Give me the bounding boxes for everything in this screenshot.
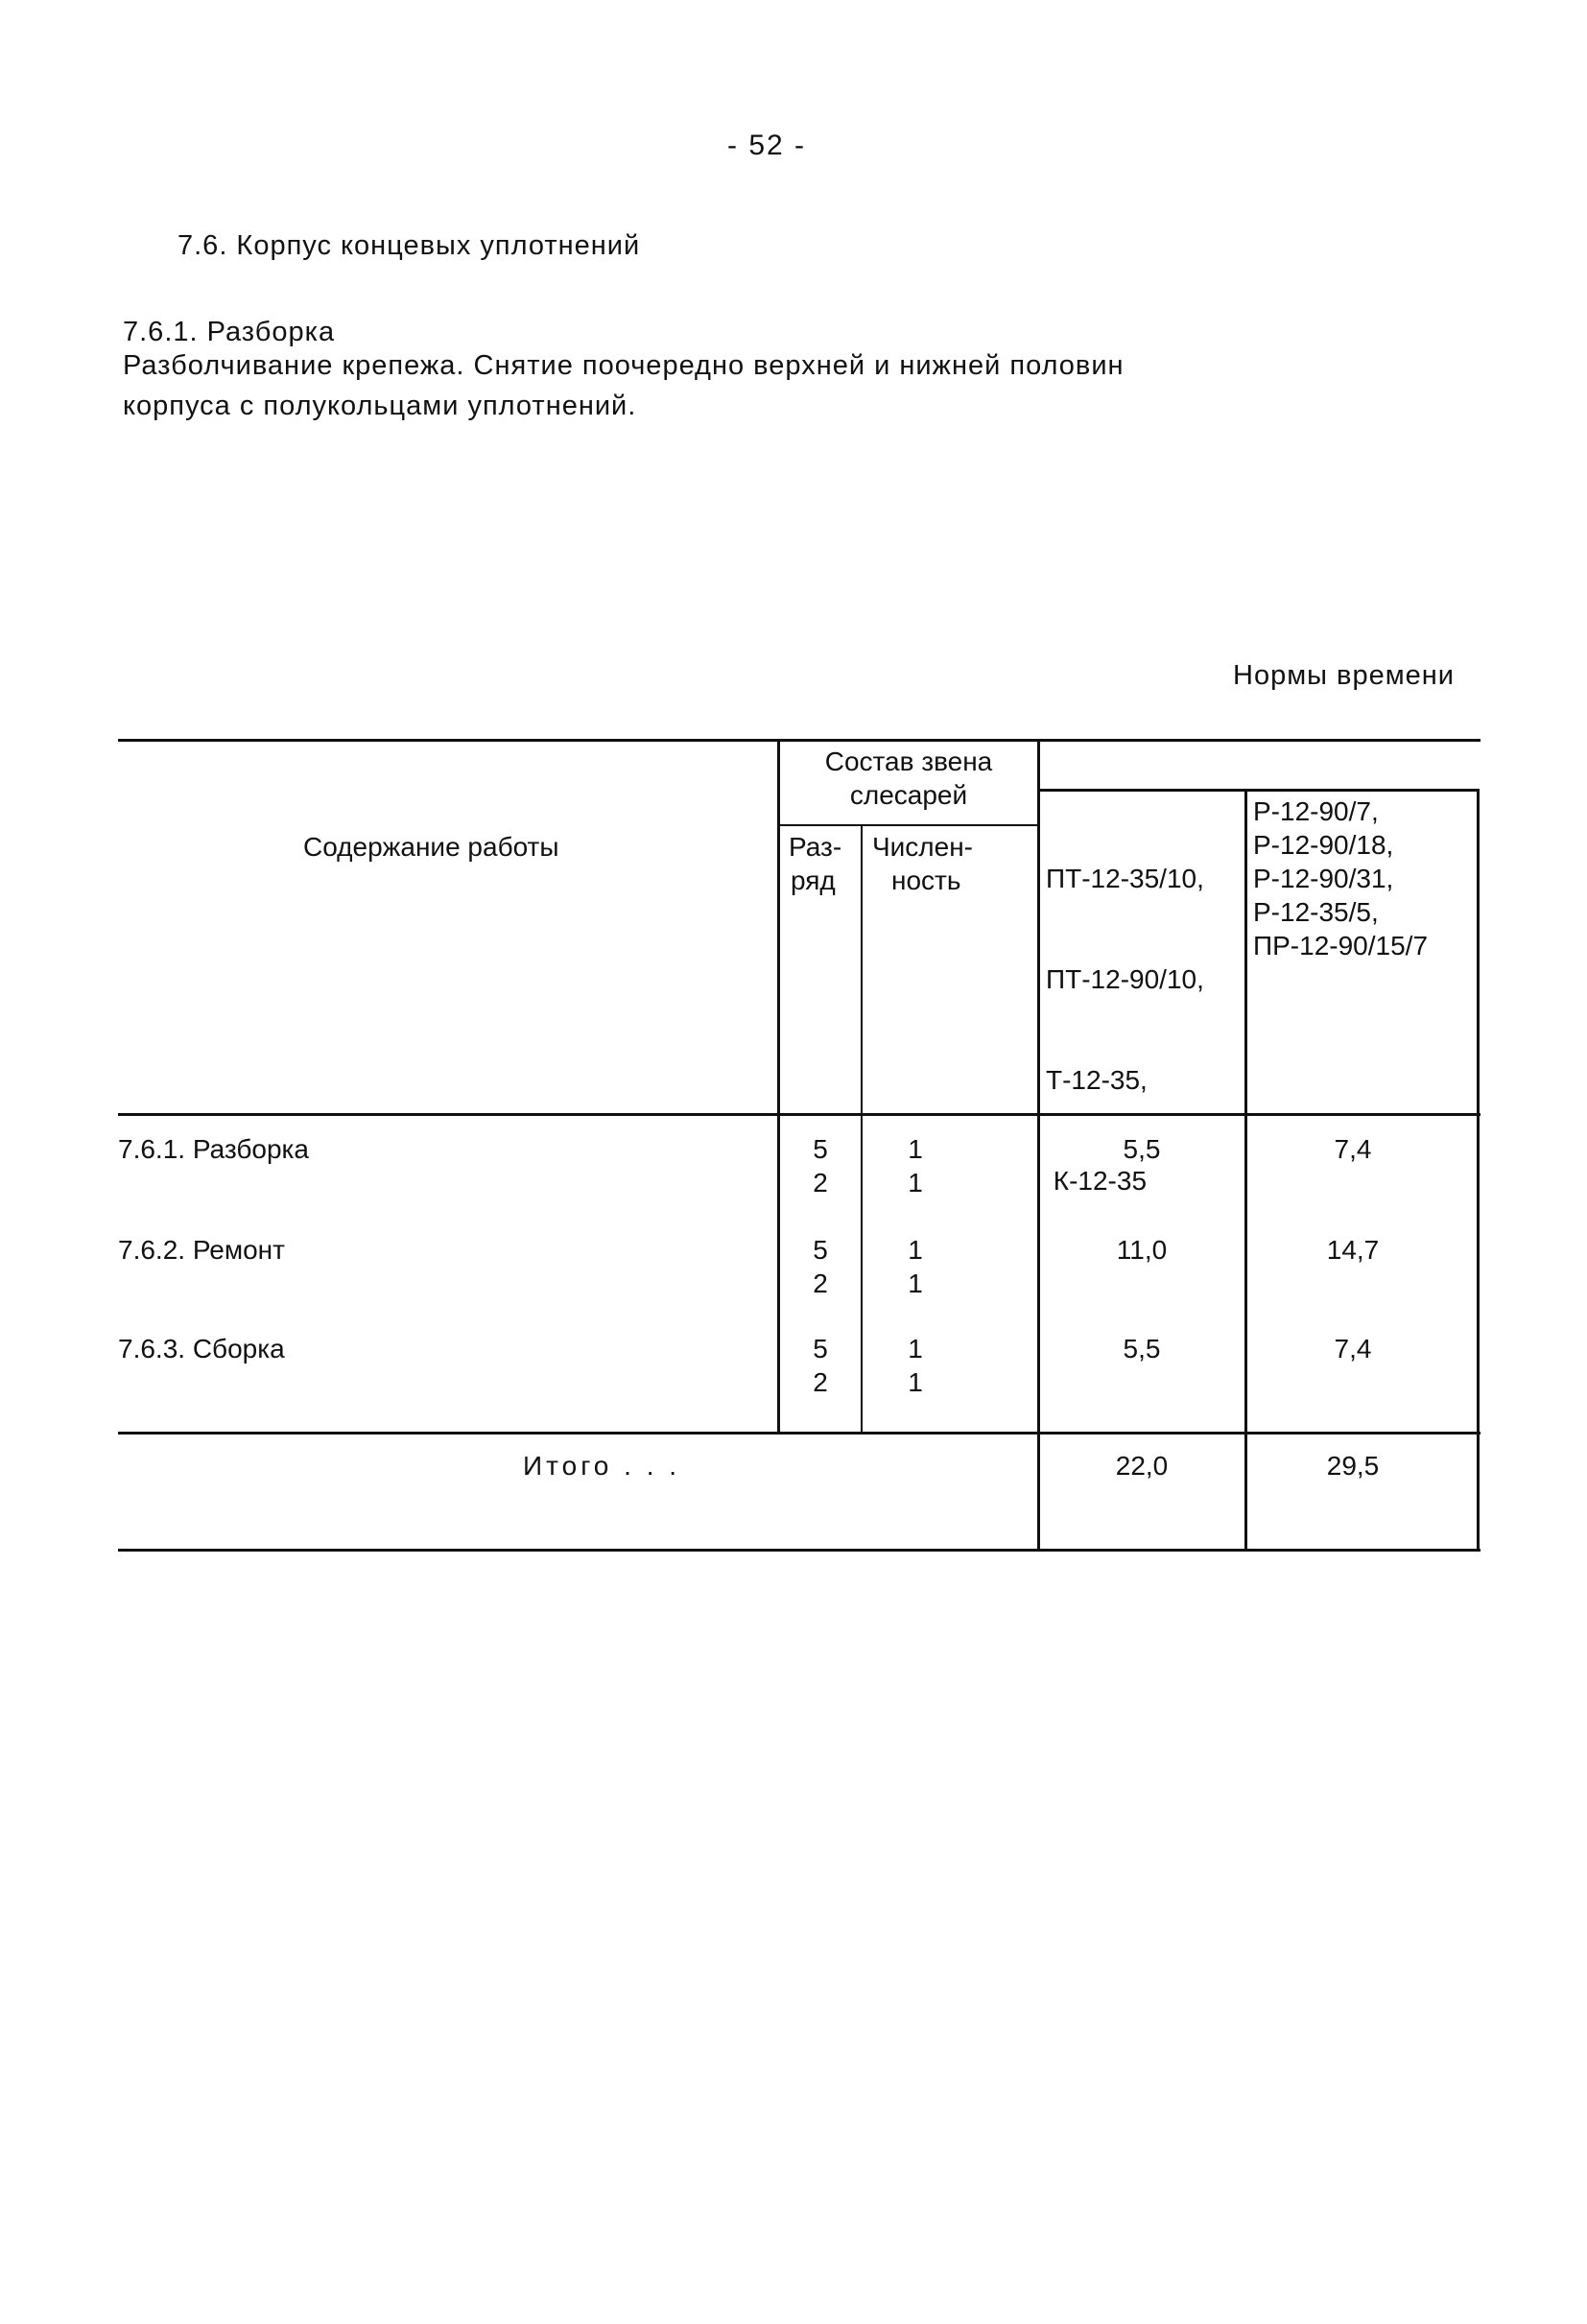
description-line: корпуса с полукольцами уплотнений.: [123, 391, 637, 421]
table-row-counts: 1 1: [908, 1334, 923, 1397]
table-top-border: [118, 739, 1480, 742]
table-row-counts: 1 1: [908, 1134, 923, 1198]
group-header-line: [1038, 789, 1480, 792]
norms-label: Нормы времени: [1233, 660, 1455, 691]
crew-left-divider: [777, 739, 780, 1434]
header-crew: Состав звена слесарей: [824, 747, 993, 810]
subsection-title: 7.6.1. Разборка: [123, 317, 336, 347]
total-group1: 22,0: [1115, 1451, 1169, 1481]
table-row-group1: 11,0: [1116, 1235, 1168, 1265]
description-line: Разболчивание крепежа. Снятие поочередно верхней и нижней половин: [123, 350, 1125, 381]
table-row-grades: 5 2: [813, 1334, 828, 1397]
header-group2: Р-12-90/7, Р-12-90/18, Р-12-90/31, Р-12-35/5, ПР-12-90/15/7: [1253, 796, 1429, 960]
table-bottom-border: [118, 1549, 1480, 1552]
total-label: Итого . . .: [523, 1451, 681, 1481]
page-number: - 52 -: [727, 130, 807, 161]
crew-header-line: [777, 824, 1039, 826]
table-row-name: 7.6.1. Разборка: [118, 1134, 309, 1164]
table-row-counts: 1 1: [908, 1235, 923, 1298]
table-right-border: [1477, 789, 1480, 1552]
table-row-group1: 5,5: [1123, 1334, 1161, 1364]
table-row-group2: 7,4: [1334, 1134, 1372, 1164]
header-group1: ПТ-12-35/10, ПТ-12-90/10, Т-12-35, К-12-35: [1046, 864, 1204, 1196]
table-row-group2: 14,7: [1326, 1235, 1380, 1265]
table-row-group2: 7,4: [1334, 1334, 1372, 1364]
header-grade: Раз- ряд: [789, 832, 842, 895]
rows-bottom-border: [118, 1432, 1480, 1435]
table-row-grades: 5 2: [813, 1235, 828, 1298]
group1-left-divider: [1037, 739, 1040, 1552]
total-group2: 29,5: [1326, 1451, 1380, 1481]
table-row-name: 7.6.2. Ремонт: [118, 1235, 285, 1265]
header-bottom-border: [118, 1113, 1480, 1116]
table-row-name: 7.6.3. Сборка: [118, 1334, 285, 1364]
section-title: 7.6. Корпус концевых уплотнений: [178, 230, 641, 261]
table-row-grades: 5 2: [813, 1134, 828, 1198]
header-work-content: Содержание работы: [303, 832, 559, 862]
table-row-group1: 5,5: [1123, 1134, 1161, 1164]
header-count: Числен- ность: [872, 832, 973, 895]
section-description: [123, 345, 1125, 426]
group-divider: [1244, 789, 1247, 1552]
